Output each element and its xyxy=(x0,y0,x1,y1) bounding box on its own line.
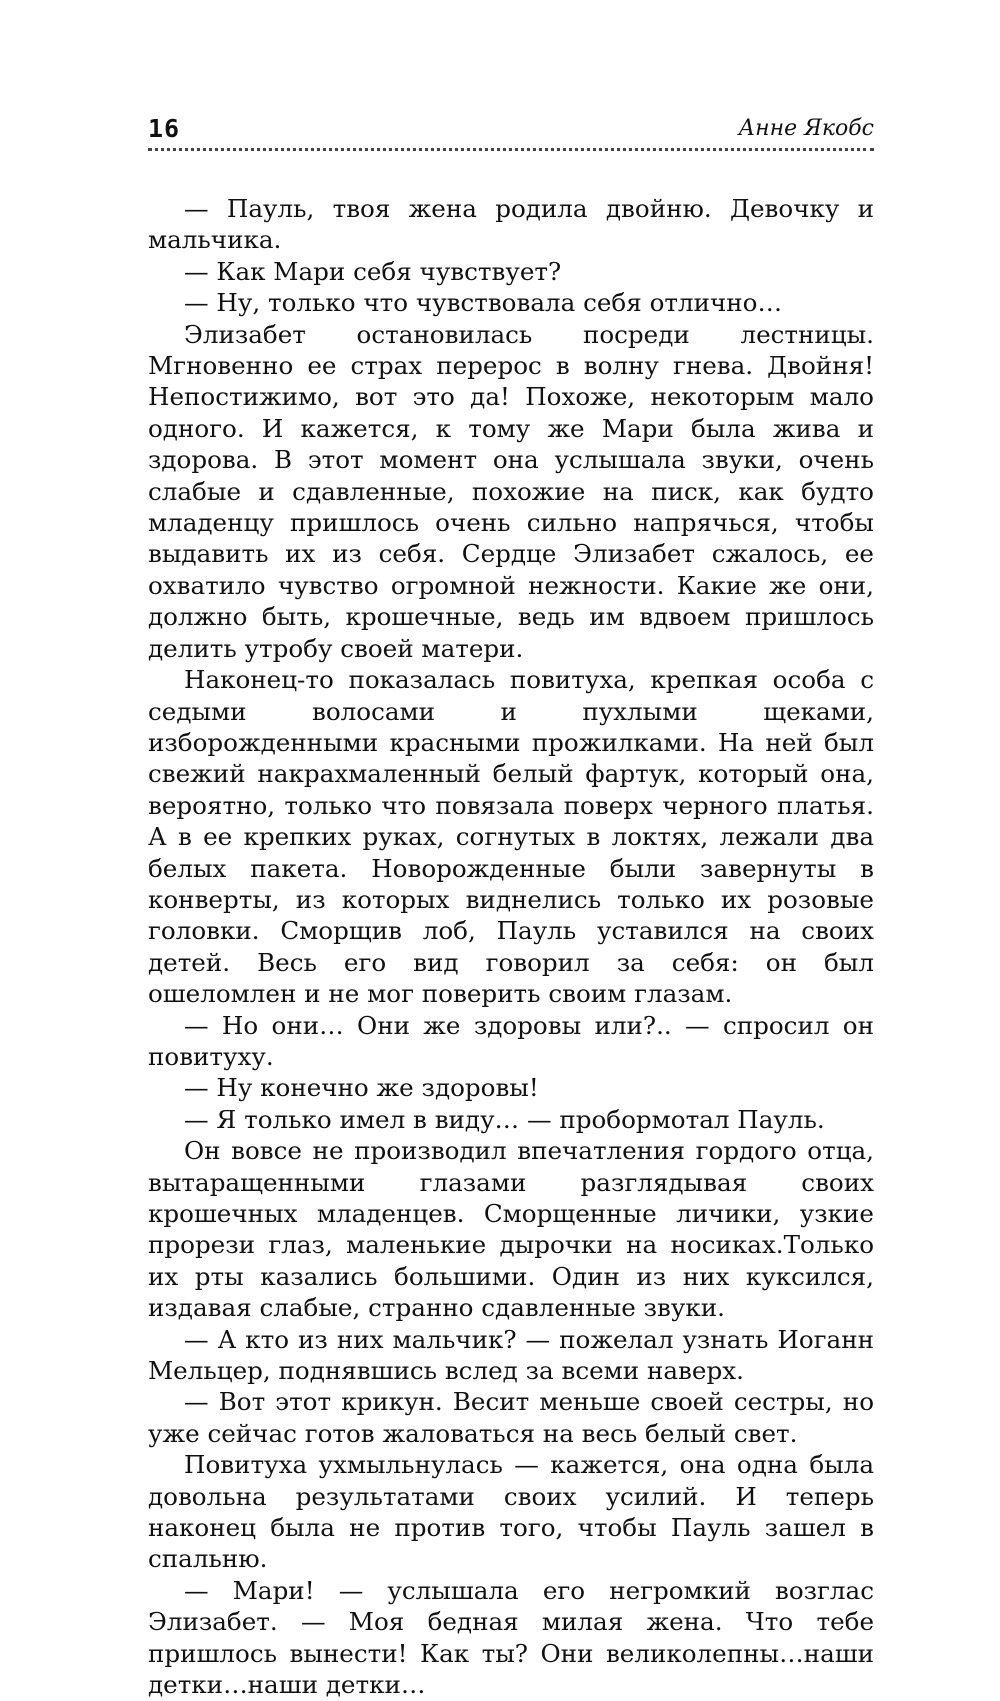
paragraph: Наконец-то показалась повитуха, крепкая особа с седыми волосами и пухлыми щеками, изборожденными красными прожилками. На ней был свежий накрахмаленный белый фартук, который она, вероятно, только что повязала поверх черного платья. А в ее крепких руках, согнутых в локтях, лежали два белых пакета. Новорожденные были завернуты в конверты, из которых виднелись только их розовые головки. Сморщив лоб, Пауль уставился на своих детей. Весь его вид говорил за себя: он был ошеломлен и не мог поверить своим глазам. xyxy=(148,665,874,1009)
paragraph: — Вот этот крикун. Весит меньше своей сестры, но уже сейчас готов жаловаться на весь белый свет. xyxy=(148,1387,874,1448)
paragraph: — А кто из них мальчик? — пожелал узнать Иоганн Мельцер, поднявшись вслед за всеми наверх. xyxy=(148,1324,874,1386)
running-head-author: Анне Якобс xyxy=(738,116,874,141)
page-number: 16 xyxy=(148,114,181,143)
paragraph: Повитуха ухмыльнулась — кажется, она одна была довольна результатами своих усилий. И теперь наконец была не против того, чтобы Пауль зашел в спальню. xyxy=(148,1450,874,1574)
body-text xyxy=(148,193,874,1701)
paragraph: Элизабет остановилась посреди лестницы. Мгновенно ее страх перерос в волну гнева. Двойня! Непостижимо, вот это да! Похоже, некоторым мало одного. И кажется, к тому же Мари была жива и здорова. В этот момент она услышала звуки, очень слабые и сдавленные, похожие на писк, как будто младенцу пришлось очень сильно напрячься, чтобы выдавить их из себя. Сердце Элизабет сжалось, ее охватило чувство огромной нежности. Какие же они, должно быть, крошечные, ведь им вдвоем пришлось делить утробу своей матери. xyxy=(148,319,874,663)
paragraph: — Мари! — услышала его негромкий возглас Элизабет. — Моя бедная милая жена. Что тебе пришлось вынести! Как ты? Они великолепны…наши детки…наши детки… xyxy=(148,1575,874,1700)
header-divider xyxy=(148,148,874,151)
paragraph: — Ну конечно же здоровы! xyxy=(184,1073,539,1103)
paragraph: — Ну, только что чувствовала себя отлично… xyxy=(184,288,783,318)
paragraph: — Пауль, твоя жена родила двойню. Девочку и мальчика. xyxy=(148,194,874,255)
paragraph: — Я только имел в виду… — пробормотал Пауль. xyxy=(184,1104,825,1134)
paragraph: — Как Мари себя чувствует? xyxy=(184,256,562,286)
page-header xyxy=(148,112,874,152)
paragraph: Он вовсе не производил впечатления гордого отца, вытаращенными глазами разглядывая своих крошечных младенцев. Сморщенные личики, узкие прорези глаз, маленькие дырочки на носиках.Только их рты казались большими. Один из них куксился, издавая слабые, странно сдавленные звуки. xyxy=(148,1136,874,1323)
paragraph: — Но они… Они же здоровы или?.. — спросил он повитуху. xyxy=(148,1010,874,1071)
